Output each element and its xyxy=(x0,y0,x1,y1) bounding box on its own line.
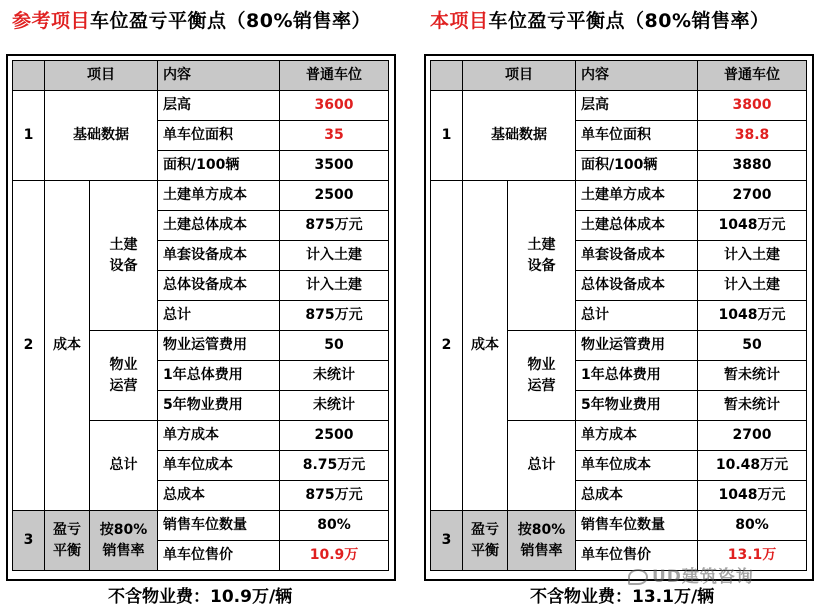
row-content: 5年物业费用 xyxy=(158,391,280,421)
row-content: 面积/100辆 xyxy=(576,151,698,181)
breakeven-table xyxy=(430,60,807,571)
row-content: 总体设备成本 xyxy=(576,271,698,301)
row-content: 单车位售价 xyxy=(158,541,280,571)
row-value: 未统计 xyxy=(280,391,389,421)
row-value: 3500 xyxy=(280,151,389,181)
watermark-text: UD建筑咨询 xyxy=(652,567,754,587)
row-value: 1048万元 xyxy=(698,211,807,241)
row-content: 物业运管费用 xyxy=(158,331,280,361)
row-content: 总成本 xyxy=(158,481,280,511)
row-value: 1048万元 xyxy=(698,481,807,511)
subgroup-label xyxy=(508,181,576,331)
section-number: 2 xyxy=(431,181,463,511)
row-content: 单车位售价 xyxy=(576,541,698,571)
row-value: 计入土建 xyxy=(698,241,807,271)
footer-note-right: 不含物业费：13.1万/辆 xyxy=(530,587,715,607)
row-value: 38.8 xyxy=(698,121,807,151)
table-frame xyxy=(6,54,396,581)
section-number: 2 xyxy=(13,181,45,511)
row-value: 2500 xyxy=(280,181,389,211)
row-content: 土建总体成本 xyxy=(576,211,698,241)
row-value: 计入土建 xyxy=(698,271,807,301)
row-content: 单车位成本 xyxy=(158,451,280,481)
section-number: 1 xyxy=(431,91,463,181)
row-content: 物业运管费用 xyxy=(576,331,698,361)
row-value: 50 xyxy=(280,331,389,361)
section-label: 成本 xyxy=(463,181,508,511)
title-rest: 车位盈亏平衡点（80%销售率） xyxy=(488,10,770,32)
row-content: 单车位成本 xyxy=(576,451,698,481)
title-highlight: 本项目 xyxy=(430,10,489,32)
row-content: 土建总体成本 xyxy=(158,211,280,241)
row-content: 单套设备成本 xyxy=(158,241,280,271)
row-value: 50 xyxy=(698,331,807,361)
row-value: 80% xyxy=(280,511,389,541)
row-value: 875万元 xyxy=(280,481,389,511)
subgroup-text: 物业运营 xyxy=(109,356,138,394)
table-row xyxy=(431,91,807,121)
section-number: 3 xyxy=(431,511,463,571)
header-value: 普通车位 xyxy=(698,61,807,91)
row-content: 总计 xyxy=(576,301,698,331)
row-value: 3600 xyxy=(280,91,389,121)
header-item: 项目 xyxy=(463,61,576,91)
row-value: 875万元 xyxy=(280,211,389,241)
row-value: 2700 xyxy=(698,181,807,211)
row-content: 层高 xyxy=(158,91,280,121)
row-value: 2500 xyxy=(280,421,389,451)
row-content: 总体设备成本 xyxy=(158,271,280,301)
row-content: 单方成本 xyxy=(576,421,698,451)
row-value: 暂未统计 xyxy=(698,361,807,391)
watermark xyxy=(628,562,754,587)
row-value: 1048万元 xyxy=(698,301,807,331)
row-content: 单车位面积 xyxy=(158,121,280,151)
header-no xyxy=(431,61,463,91)
section-number: 3 xyxy=(13,511,45,571)
section-label-text: 盈亏平衡 xyxy=(471,521,499,559)
row-content: 单车位面积 xyxy=(576,121,698,151)
row-value: 10.48万元 xyxy=(698,451,807,481)
row-content: 销售车位数量 xyxy=(576,511,698,541)
row-content: 5年物业费用 xyxy=(576,391,698,421)
subgroup-text: 按80%销售率 xyxy=(517,521,566,559)
row-value: 8.75万元 xyxy=(280,451,389,481)
footer-note-left: 不含物业费：10.9万/辆 xyxy=(108,587,293,607)
header-item: 项目 xyxy=(45,61,158,91)
header-content: 内容 xyxy=(576,61,698,91)
table-row xyxy=(431,181,807,211)
wechat-bubble-icon xyxy=(628,569,648,585)
table-frame xyxy=(424,54,814,581)
panel-title xyxy=(430,6,770,33)
subgroup-label xyxy=(90,181,158,331)
row-value: 13.1万 xyxy=(698,541,807,571)
table-header-row xyxy=(13,61,389,91)
section-number: 1 xyxy=(13,91,45,181)
row-value: 2700 xyxy=(698,421,807,451)
subgroup-label xyxy=(90,331,158,421)
row-content: 总计 xyxy=(158,301,280,331)
row-value: 暂未统计 xyxy=(698,391,807,421)
subgroup-text: 土建设备 xyxy=(109,236,138,274)
row-content: 销售车位数量 xyxy=(158,511,280,541)
title-highlight: 参考项目 xyxy=(12,10,91,32)
row-value: 10.9万 xyxy=(280,541,389,571)
row-content: 单套设备成本 xyxy=(576,241,698,271)
row-content: 层高 xyxy=(576,91,698,121)
row-content: 面积/100辆 xyxy=(158,151,280,181)
table-row xyxy=(431,511,807,541)
section-label xyxy=(463,511,508,571)
breakeven-table xyxy=(12,60,389,571)
row-value: 3800 xyxy=(698,91,807,121)
section-label: 成本 xyxy=(45,181,90,511)
row-value: 计入土建 xyxy=(280,241,389,271)
row-content: 总成本 xyxy=(576,481,698,511)
row-content: 1年总体费用 xyxy=(158,361,280,391)
subgroup-text: 物业运营 xyxy=(527,356,556,394)
row-content: 单方成本 xyxy=(158,421,280,451)
table-row xyxy=(13,181,389,211)
subgroup-text: 土建设备 xyxy=(527,236,556,274)
subgroup-label xyxy=(508,511,576,571)
panel-title xyxy=(12,6,371,33)
subgroup-label xyxy=(508,331,576,421)
row-value: 未统计 xyxy=(280,361,389,391)
table-row xyxy=(13,511,389,541)
row-content: 土建单方成本 xyxy=(158,181,280,211)
row-value: 计入土建 xyxy=(280,271,389,301)
row-value: 80% xyxy=(698,511,807,541)
table-row xyxy=(13,91,389,121)
subgroup-label xyxy=(90,511,158,571)
subgroup-text: 按80%销售率 xyxy=(99,521,148,559)
table-header-row xyxy=(431,61,807,91)
section-label: 基础数据 xyxy=(45,91,158,181)
section-label-text: 盈亏平衡 xyxy=(53,521,81,559)
row-content: 1年总体费用 xyxy=(576,361,698,391)
subgroup-label: 总计 xyxy=(508,421,576,511)
row-value: 875万元 xyxy=(280,301,389,331)
section-label xyxy=(45,511,90,571)
header-content: 内容 xyxy=(158,61,280,91)
row-content: 土建单方成本 xyxy=(576,181,698,211)
subgroup-label: 总计 xyxy=(90,421,158,511)
row-value: 35 xyxy=(280,121,389,151)
header-no xyxy=(13,61,45,91)
header-value: 普通车位 xyxy=(280,61,389,91)
row-value: 3880 xyxy=(698,151,807,181)
section-label: 基础数据 xyxy=(463,91,576,181)
title-rest: 车位盈亏平衡点（80%销售率） xyxy=(90,10,371,32)
